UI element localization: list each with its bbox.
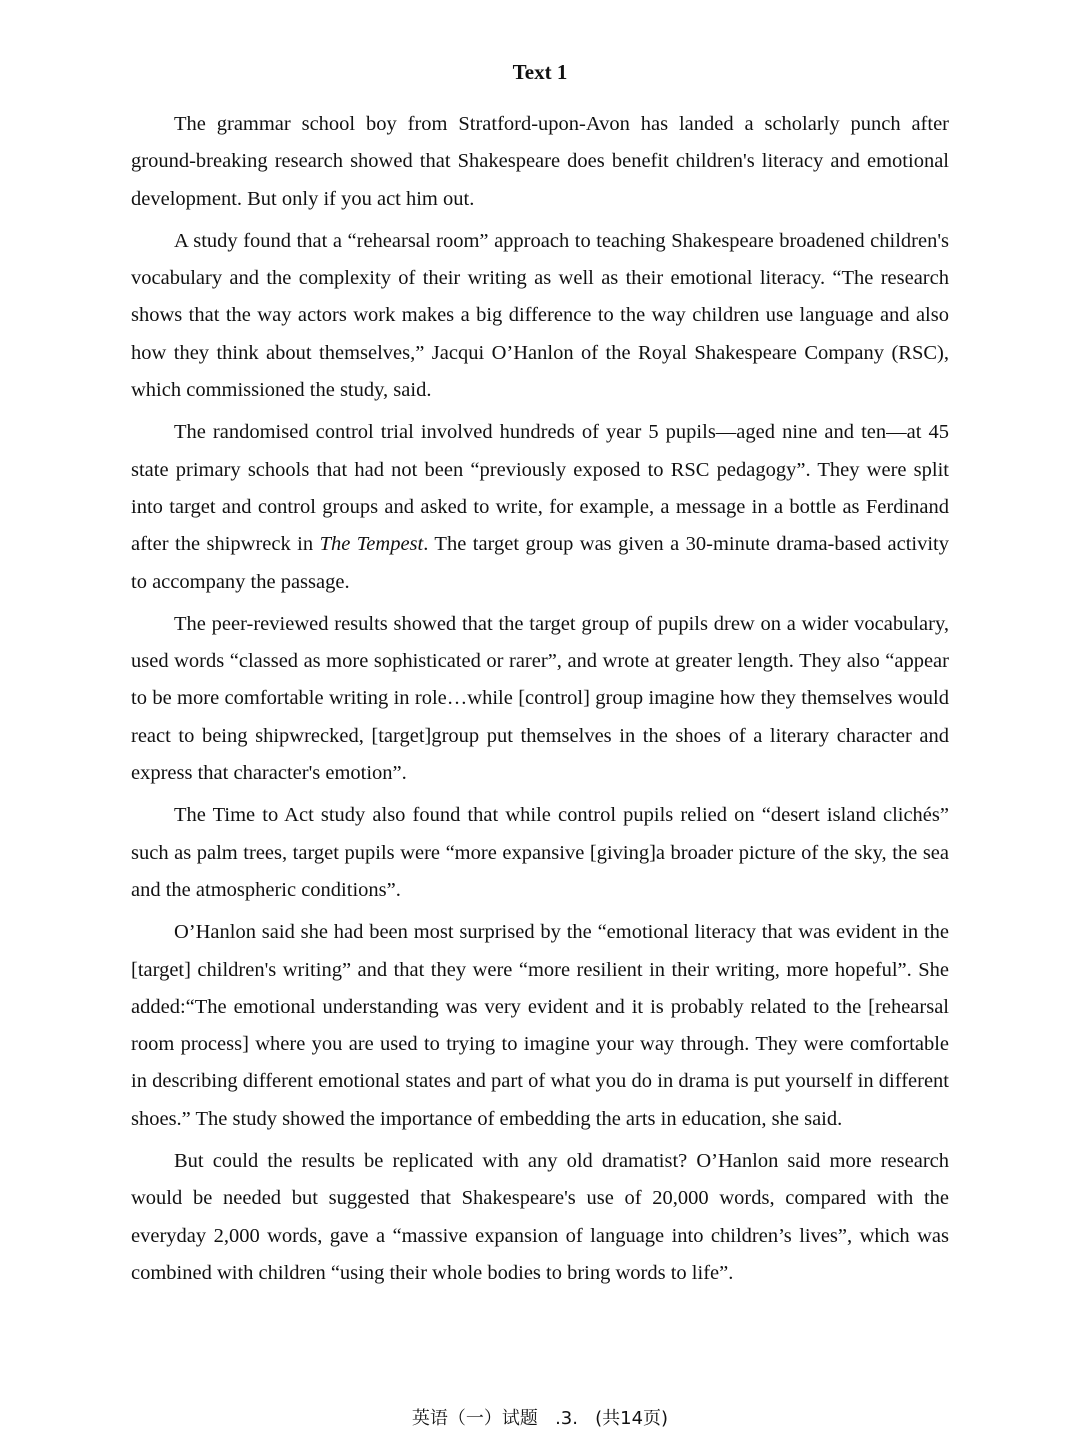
paragraph-5: The Time to Act study also found that while control pupils relied on “desert island clichés” such as palm trees, target pupils were “more expansive [giving]a broader picture of the sky, the sea and the atmospheric conditions”. bbox=[131, 804, 949, 901]
paragraph-7: But could the results be replicated with any old dramatist? O’Hanlon said more research would be needed but suggested that Shakespeare's use of 20,000 words, compared with the everyday 2,000 words, gave a “massive expansion of language into children’s lives”, which was combined with children “using their whole bodies to bring words to life”. bbox=[131, 1150, 949, 1284]
paragraph-2: A study found that a “rehearsal room” approach to teaching Shakespeare broadened children's vocabulary and the complexity of their writing as well as their emotional literacy. “The research shows that the way actors work makes a big difference to the way children use language and also how they think about themselves,” Jacqui O’Hanlon of the Royal Shakespeare Company (RSC), which commissioned the study, said. bbox=[131, 229, 949, 402]
paragraph-3 bbox=[131, 414, 949, 600]
passage-body bbox=[131, 106, 949, 1297]
page-footer: 英语（一）试题 .3. (共14页) bbox=[411, 1408, 669, 1429]
paragraph-4: The peer-reviewed results showed that the target group of pupils drew on a wider vocabulary, used words “classed as more sophisticated or rarer”, and wrote at greater length. They also “appear to be more comfortable writing in role…while [control] group imagine how they themselves would react to being shipwrecked, [target]group put themselves in the shoes of a literary character and express that character's emotion”. bbox=[131, 612, 949, 785]
book-title-italic: The Tempest bbox=[319, 533, 424, 556]
paragraph-6: O’Hanlon said she had been most surprised by the “emotional literacy that was evident in the [target] children's writing” and that they were “more resilient in their writing, more hopeful”. She added:“The emotional understanding was very evident and it is probably related to the [rehearsal room process] where you are used to trying to imagine your way through. They were comfortable in describing different emotional states and part of what you do in drama is put yourself in different shoes.” The study showed the importance of embedding the arts in education, she said. bbox=[131, 921, 949, 1130]
paragraph-1: The grammar school boy from Stratford-upon-Avon has landed a scholarly punch after ground-breaking research showed that Shakespeare does benefit children's literacy and emotional development. But only if you act him out. bbox=[131, 113, 949, 210]
paragraph-3-text-before: The randomised control trial involved hundreds of year 5 pupils—aged nine and ten—at 45 state primary schools that had not been “previously exposed to RSC pedagogy”. They were split into target and control groups and asked to write, for example, a message in a bottle as Ferdinand after the shipwreck in bbox=[131, 421, 949, 556]
paragraph-3-text-after: . The target group was given a 30-minute drama-based activity to accompany the passage. bbox=[131, 533, 949, 593]
text-title: Text 1 bbox=[512, 60, 568, 84]
